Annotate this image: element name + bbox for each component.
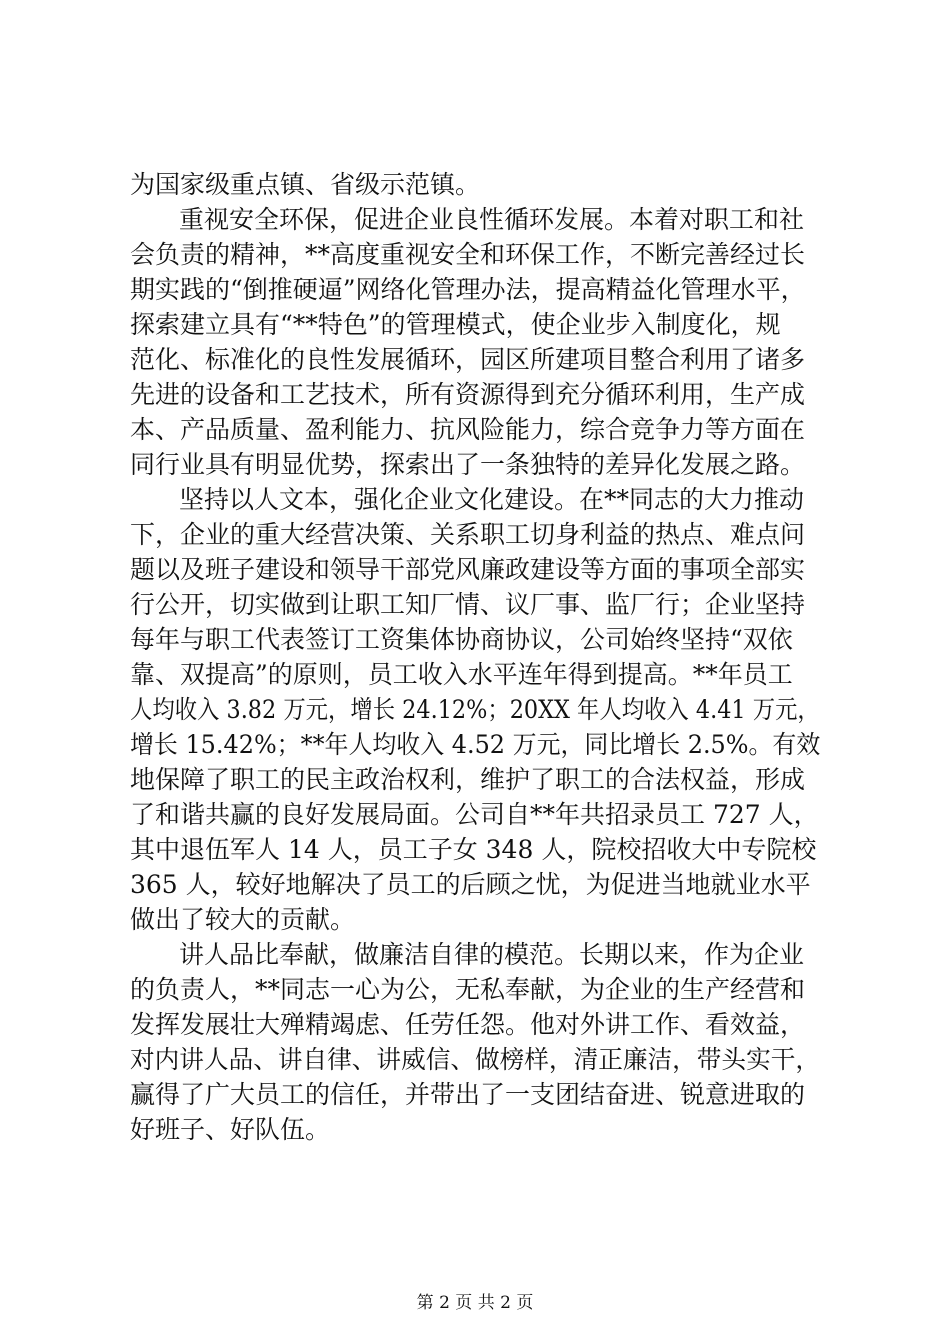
text-line: 探索建立具有“**特色”的管理模式，使企业步入制度化，规 (130, 310, 781, 339)
text-line: 每年与职工代表签订工资集体协商协议，公司始终坚持“双依 (130, 625, 793, 654)
paragraph-start-line: 坚持以人文本，强化企业文化建设。在**同志的大力推动 (179, 485, 805, 514)
text-line: 行公开，切实做到让职工知厂情、议厂事、监厂行；企业坚持 (130, 590, 806, 619)
text-line: 发挥发展壮大殚精竭虑、任劳任怨。他对外讲工作、看效益， (130, 1010, 806, 1039)
text-line: 赢得了广大员工的信任，并带出了一支团结奋进、锐意进取的 (130, 1080, 806, 1109)
text-line: 同行业具有明显优势，探索出了一条独特的差异化发展之路。 (130, 450, 806, 479)
text-line: 对内讲人品、讲自律、讲威信、做榜样，清正廉洁，带头实干， (130, 1045, 821, 1074)
text-line: 好班子、好队伍。 (130, 1115, 331, 1144)
text-line: 的负责人，**同志一心为公，无私奉献，为企业的生产经营和 (130, 975, 806, 1004)
text-line: 地保障了职工的民主政治权利，维护了职工的合法权益，形成 (130, 765, 806, 794)
text-line: 会负责的精神，**高度重视安全和环保工作，不断完善经过长 (130, 240, 806, 269)
text-line: 下，企业的重大经营决策、关系职工切身利益的热点、难点问 (130, 520, 806, 549)
paragraph-start-line: 讲人品比奉献，做廉洁自律的模范。长期以来，作为企业 (179, 940, 805, 969)
text-line: 人均收入 3.82 万元，增长 24.12%；20XX 年人均收入 4.41 万元， (130, 695, 820, 724)
text-line: 365 人，较好地解决了员工的后顾之忧，为促进当地就业水平 (130, 870, 811, 899)
page-number-footer: 第 2 页 共 2 页 (416, 1293, 534, 1313)
text-line: 本、产品质量、盈利能力、抗风险能力，综合竞争力等方面在 (130, 415, 806, 444)
text-line: 题以及班子建设和领导干部党风廉政建设等方面的事项全部实 (130, 555, 806, 584)
text-line: 期实践的“倒推硬逼”网络化管理办法，提高精益化管理水平， (130, 275, 806, 304)
text-line: 为国家级重点镇、省级示范镇。 (130, 170, 481, 199)
text-line: 范化、标准化的良性发展循环，园区所建项目整合利用了诸多 (130, 345, 806, 374)
text-line: 增长 15.42%；**年人均收入 4.52 万元，同比增长 2.5%。有效 (130, 730, 821, 759)
text-line: 其中退伍军人 14 人，员工子女 348 人，院校招收大中专院校 (130, 835, 817, 864)
text-line: 靠、双提高”的原则，员工收入水平连年得到提高。**年员工 (130, 660, 793, 689)
text-line: 了和谐共赢的良好发展局面。公司自**年共招录员工 727 人， (130, 800, 819, 829)
paragraph-start-line: 重视安全环保，促进企业良性循环发展。本着对职工和社 (179, 205, 805, 234)
text-line: 做出了较大的贡献。 (130, 905, 356, 934)
text-line: 先进的设备和工艺技术，所有资源得到充分循环利用，生产成 (130, 380, 806, 409)
